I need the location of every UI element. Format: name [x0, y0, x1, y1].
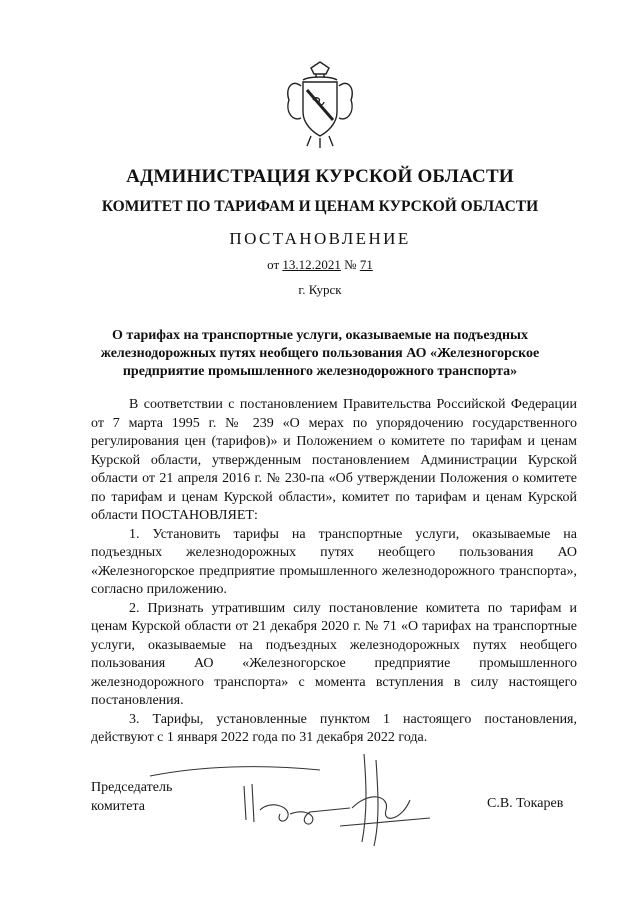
organization-title: АДМИНИСТРАЦИЯ КУРСКОЙ ОБЛАСТИ: [126, 166, 514, 187]
handwritten-signature: [140, 750, 440, 850]
coat-of-arms-icon: [283, 60, 357, 150]
body-paragraph: В соответствии с постановлением Правительства Российской Федерации от 7 марта 1995 г. № 239 «О мерах по упорядочению государственного регулирования цен (тарифов)» и Положением о комитете по тарифам и ценам Курской области, утвержденным постановлением Администрации Курской области от 21 апреля 2016 г. № 230-па «Об утверждении Положения о комитете по тарифам и ценам Курской области», комитет по тарифам и ценам Курской области ПОСТАНОВЛЯЕТ:: [91, 397, 577, 523]
signatory-title: [91, 778, 172, 816]
document-date: 13.12.2021: [282, 257, 341, 272]
subject-line: О тарифах на транспортные услуги, оказываемые на подъездных: [112, 328, 528, 343]
signatory-title-line: Председатель: [91, 780, 173, 795]
subject-line: железнодорожных путях необщего пользования АО «Железногорское: [100, 346, 540, 361]
date-prefix: от: [267, 257, 280, 272]
signatory-title-line: комитета: [91, 799, 146, 814]
body-paragraph: 3. Тарифы, установленные пунктом 1 настоящего постановления, действуют с 1 января 2022 года по 31 декабря 2022 года.: [91, 711, 577, 745]
city: г. Курск: [298, 282, 342, 297]
document-type: ПОСТАНОВЛЕНИЕ: [229, 229, 411, 248]
document-number: 71: [359, 257, 373, 272]
document-body: [91, 396, 577, 748]
document-subject: [0, 327, 640, 381]
body-paragraph: 2. Признать утратившим силу постановление комитета по тарифам и ценам Курской области от 21 декабря 2020 г. № 71 «О тарифах на транспортные услуги, оказываемые на подъездных железнодорожных путях необщего пользования АО «Железногорское предприятие промышленного железнодорожного транспорта» с момента вступления в силу настоящего постановления.: [91, 600, 577, 708]
body-paragraph: 1. Установить тарифы на транспортные услуги, оказываемые на подъездных железнодорожных путях необщего пользования АО «Железногорское предприятие промышленного железнодорожного транспорта», согласно приложению.: [91, 526, 577, 597]
number-sign: №: [344, 257, 357, 272]
date-line: [0, 257, 640, 273]
committee-title: КОМИТЕТ ПО ТАРИФАМ И ЦЕНАМ КУРСКОЙ ОБЛАСТИ: [101, 198, 539, 215]
signatory-name: С.В. Токарев: [487, 796, 564, 811]
subject-line: предприятие промышленного железнодорожного транспорта»: [122, 364, 518, 379]
